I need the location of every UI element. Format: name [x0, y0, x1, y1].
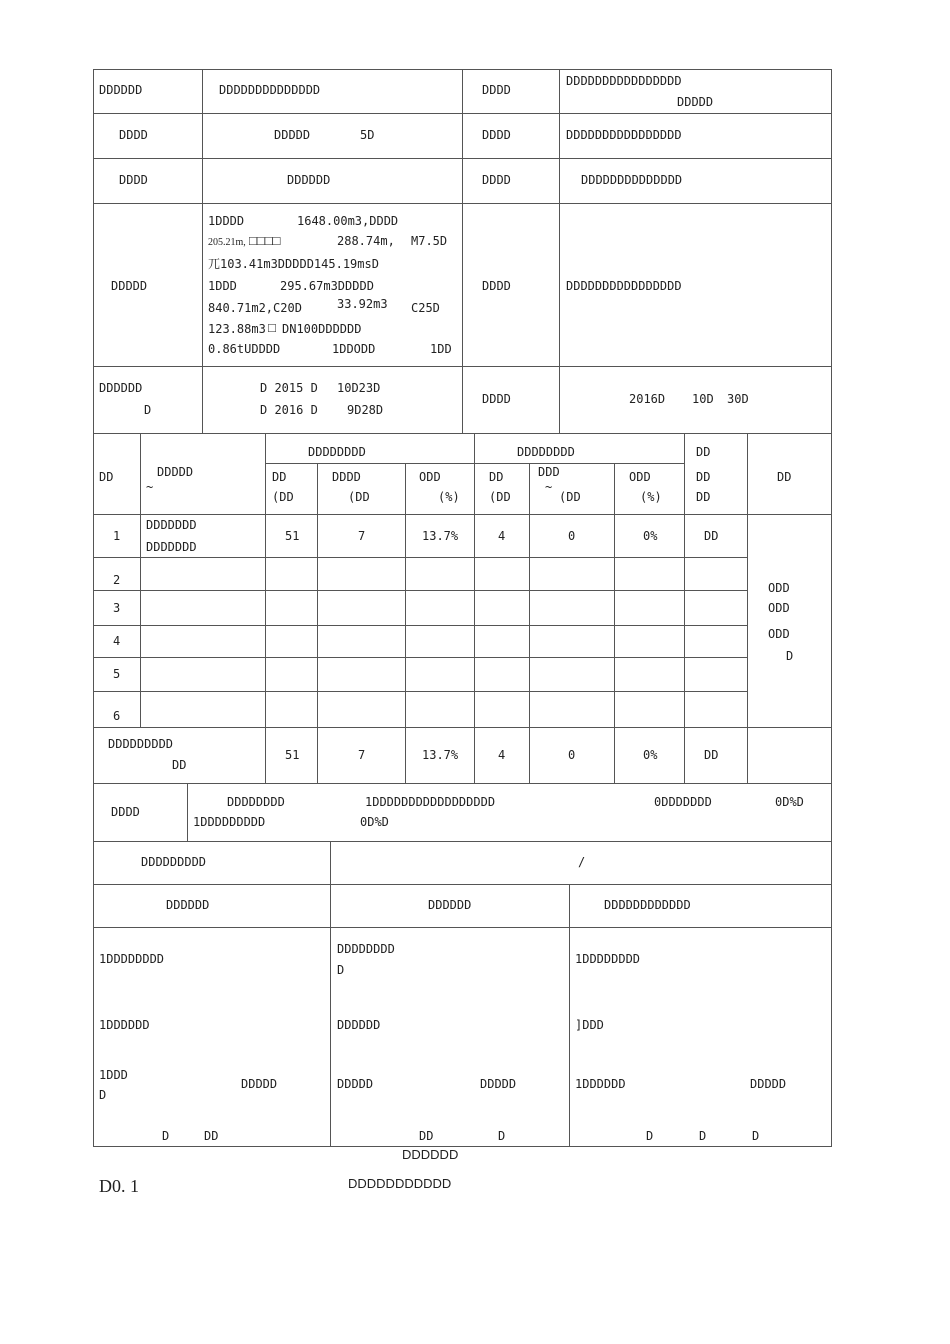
column-header: DDD: [538, 465, 560, 479]
quantity-text: 288.74m,: [337, 234, 395, 248]
table-cell: 4: [498, 529, 506, 543]
column-header: (DD: [559, 490, 581, 504]
signature-text: DDDDD: [480, 1077, 517, 1091]
signature-text: D: [99, 1088, 107, 1102]
row-number: 2: [113, 573, 121, 587]
quantity-text: 123.88m3: [208, 322, 266, 336]
column-header: (DD: [489, 490, 511, 504]
quantity-text: □: [268, 320, 276, 335]
signature-text: DDDDD: [750, 1077, 787, 1091]
note-text: ODD: [768, 601, 790, 615]
table-cell: 0: [568, 748, 576, 762]
conclusion-text: 0D%D: [775, 795, 804, 809]
date-text: D: [646, 1129, 654, 1143]
vline: [747, 433, 748, 783]
hline: [93, 1146, 832, 1147]
quantity-text: 33.92m3: [337, 297, 388, 311]
date-text: D: [498, 1129, 506, 1143]
vline: [684, 433, 685, 783]
total-label: DDDDDDDDD: [108, 737, 174, 751]
table-cell: DD: [704, 529, 719, 543]
signature-text: ]DDD: [575, 1018, 604, 1032]
date-text: 10D: [692, 392, 714, 406]
quantity-text: 1648.00m3,DDDD: [297, 214, 399, 228]
hline: [93, 927, 832, 928]
field-value: DDDDDDDDDDDDDDDD: [566, 279, 682, 293]
quantity-text: 兀103.41m3DDDDD145.19msD: [208, 257, 379, 271]
quantity-text: 205.21m,: [208, 237, 246, 248]
border-right: [831, 69, 832, 1146]
date-text: DD: [204, 1129, 219, 1143]
row-number: 1: [113, 529, 121, 543]
field-value: 5D: [360, 128, 375, 142]
hline: [93, 590, 748, 591]
hline: [93, 514, 832, 515]
column-header: DD: [99, 470, 114, 484]
conclusion-text: 0DDDDDDD: [654, 795, 712, 809]
field-value: DDDDD: [677, 95, 714, 109]
signature-text: 1DDDDDD: [575, 1077, 626, 1091]
table-cell: 51: [285, 748, 300, 762]
table-cell: 4: [498, 748, 506, 762]
conclusion-text: 1DDDDDDDDD: [193, 815, 266, 829]
column-group-header: DDDDDDDD: [517, 445, 575, 459]
signature-text: D: [337, 963, 345, 977]
note-text: ODD: [768, 581, 790, 595]
quantity-text: 1DD: [430, 342, 452, 356]
quantity-text: 1DDD: [208, 279, 237, 293]
border-left: [93, 69, 94, 1146]
footer-code: D0. 1: [99, 1176, 139, 1196]
field-value: DDDDDDDDDDDDDD: [219, 83, 321, 97]
vline: [330, 841, 331, 1146]
vline: [614, 463, 615, 783]
quantity-text: C25D: [411, 301, 440, 315]
table-cell: 7: [358, 529, 366, 543]
hline: [93, 884, 832, 885]
date-text: 10D23D: [337, 381, 381, 395]
conclusion-text: 0D%D: [360, 815, 389, 829]
column-header: ODD: [419, 470, 441, 484]
date-text: D: [162, 1129, 170, 1143]
conclusion-label: DDDD: [111, 805, 140, 819]
vline: [317, 463, 318, 783]
quantity-text: 1DDDD: [208, 214, 245, 228]
quantity-text: 0.86tUDDDD: [208, 342, 281, 356]
field-value: DDDDD: [274, 128, 311, 142]
date-text: DD: [419, 1129, 434, 1143]
column-header: ~: [146, 480, 154, 494]
column-header: ODD: [629, 470, 651, 484]
column-header: DD: [696, 490, 711, 504]
row-number: 6: [113, 709, 121, 723]
column-header: (DD: [272, 490, 294, 504]
vline: [140, 433, 141, 727]
quantity-text: M7.5D: [411, 234, 448, 248]
signature-text: DDDDD: [337, 1077, 374, 1091]
quantity-text: 1DDODD: [332, 342, 376, 356]
table-cell: 0%: [643, 748, 658, 762]
signature-text: DDDDD: [241, 1077, 278, 1091]
hline: [93, 783, 832, 784]
table-cell: 0: [568, 529, 576, 543]
table-cell: 0%: [643, 529, 658, 543]
conclusion-text: DDDDDDDD: [227, 795, 285, 809]
field-label: DDDD: [482, 128, 511, 142]
table-cell: DDDDDDD: [146, 518, 197, 532]
signature-text: 1DDDDDDDD: [99, 952, 165, 966]
hline: [93, 433, 832, 434]
hline: [265, 463, 685, 464]
column-header: DD: [777, 470, 792, 484]
signature-header: DDDDDDDDDDDD: [604, 898, 691, 912]
date-text: D: [699, 1129, 707, 1143]
column-header: DD: [696, 445, 711, 459]
vline: [202, 69, 203, 433]
field-label: DDDD: [119, 173, 148, 187]
field-label: DDDDD: [111, 279, 148, 293]
quantity-text: 840.71m2,C20D: [208, 301, 302, 315]
vline: [569, 884, 570, 1146]
field-value: DDDDDDDDDDDDDD: [581, 173, 683, 187]
date-text: D: [752, 1129, 760, 1143]
column-header: DDDD: [332, 470, 361, 484]
signature-text: 1DDDDDDDD: [575, 952, 641, 966]
signature-text: 1DDD: [99, 1068, 128, 1082]
date-text: 9D28D: [347, 403, 384, 417]
conclusion-text: 1DDDDDDDDDDDDDDDDD: [365, 795, 496, 809]
date-text: 30D: [727, 392, 749, 406]
field-label: DDDDDD: [99, 381, 143, 395]
field-value: DDDDDDDDDDDDDDDD: [566, 74, 682, 88]
field-label: DDDD: [482, 83, 511, 97]
field-label: D: [144, 403, 152, 417]
table-cell: 7: [358, 748, 366, 762]
field-label: DDDD: [482, 173, 511, 187]
row-number: 4: [113, 634, 121, 648]
column-header: DD: [696, 470, 711, 484]
column-header: DD: [489, 470, 504, 484]
footer-text: DDDDDD: [402, 1147, 459, 1162]
row-label: DDDDDDDDD: [141, 855, 207, 869]
vline: [405, 463, 406, 783]
footer-text: DDDDDDDDDDD: [348, 1176, 452, 1191]
row-number: 5: [113, 667, 121, 681]
column-header: ~: [545, 480, 553, 494]
vline: [474, 433, 475, 783]
signature-text: DDDDDD: [337, 1018, 381, 1032]
column-group-header: DDDDDDDD: [308, 445, 366, 459]
table-cell: 13.7%: [422, 529, 459, 543]
vline: [559, 69, 560, 433]
note-text: ODD: [768, 627, 790, 641]
field-value: DDDDDDDDDDDDDDDD: [566, 128, 682, 142]
quantity-text: □□□□: [249, 233, 281, 248]
field-label: DDDD: [482, 392, 511, 406]
column-header: (%): [438, 490, 460, 504]
signature-text: 1DDDDDD: [99, 1018, 150, 1032]
note-text: D: [786, 649, 794, 663]
field-value: DDDDDD: [287, 173, 331, 187]
hline: [93, 727, 832, 728]
vline: [265, 433, 266, 783]
signature-header: DDDDDD: [428, 898, 472, 912]
field-label: DDDD: [482, 279, 511, 293]
field-label: DDDDDD: [99, 83, 143, 97]
column-header: (DD: [348, 490, 370, 504]
hline: [93, 841, 832, 842]
row-value: /: [578, 855, 586, 869]
table-cell: DDDDDDD: [146, 540, 197, 554]
table-cell: DD: [704, 748, 719, 762]
hline: [93, 557, 748, 558]
date-text: 2016D: [629, 392, 666, 406]
hline: [93, 691, 748, 692]
column-header: DD: [272, 470, 287, 484]
column-header: DDDDD: [157, 465, 194, 479]
signature-text: DDDDDDDD: [337, 942, 395, 956]
date-text: D 2015 D: [260, 381, 318, 395]
vline: [187, 783, 188, 841]
table-cell: 51: [285, 529, 300, 543]
row-number: 3: [113, 601, 121, 615]
vline: [462, 69, 463, 433]
vline: [529, 463, 530, 783]
hline: [93, 657, 748, 658]
signature-header: DDDDDD: [166, 898, 210, 912]
hline: [93, 625, 748, 626]
column-header: (%): [640, 490, 662, 504]
quantity-text: DN100DDDDDD: [282, 322, 362, 336]
quantity-text: 295.67m3DDDDD: [280, 279, 374, 293]
field-label: DDDD: [119, 128, 148, 142]
total-label: DD: [172, 758, 187, 772]
date-text: D 2016 D: [260, 403, 318, 417]
table-cell: 13.7%: [422, 748, 459, 762]
